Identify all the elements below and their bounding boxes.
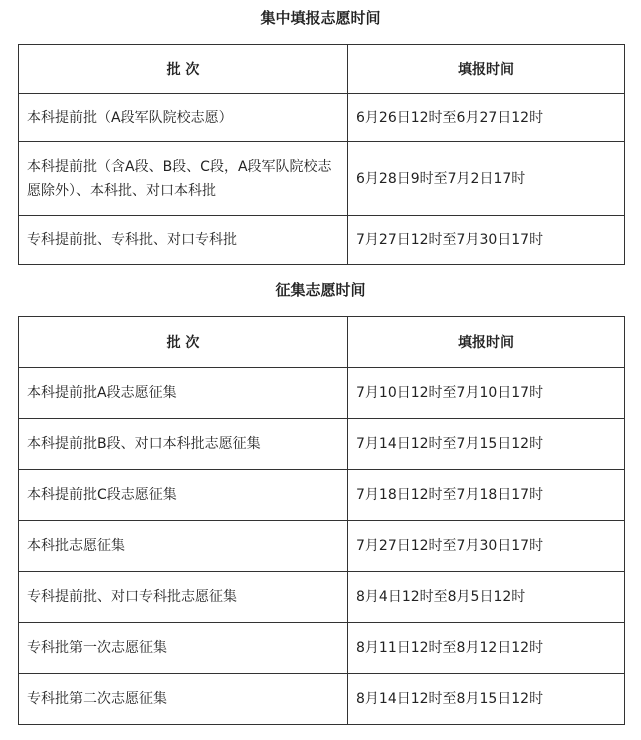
- table-row: [19, 470, 625, 521]
- supplementary-schedule-table: [18, 316, 625, 725]
- time-cell: 7月27日12时至7月30日17时: [348, 521, 625, 572]
- centralized-schedule-table: [18, 44, 625, 265]
- time-cell: 7月10日12时至7月10日17时: [348, 368, 625, 419]
- header-time: 填报时间: [348, 45, 625, 94]
- header-time: 填报时间: [348, 317, 625, 368]
- section-title-supplementary: 征集志愿时间: [275, 281, 366, 299]
- batch-cell: 本科提前批（含A段、B段、C段，A段军队院校志愿除外）、本科批、对口本科批: [19, 142, 348, 216]
- table-row: [19, 142, 625, 216]
- time-cell: 8月11日12时至8月12日12时: [348, 623, 625, 674]
- table-row: [19, 572, 625, 623]
- table-header-row: [19, 317, 625, 368]
- header-batch: 批 次: [19, 317, 348, 368]
- table-row: [19, 368, 625, 419]
- batch-cell: 本科提前批（A段军队院校志愿）: [19, 94, 348, 142]
- table-header-row: [19, 45, 625, 94]
- time-cell: 8月4日12时至8月5日12时: [348, 572, 625, 623]
- time-cell: 6月28日9时至7月2日17时: [348, 142, 625, 216]
- batch-cell: 专科批第二次志愿征集: [19, 674, 348, 725]
- time-cell: 6月26日12时至6月27日12时: [348, 94, 625, 142]
- batch-cell: 专科批第一次志愿征集: [19, 623, 348, 674]
- section-title-centralized: 集中填报志愿时间: [260, 9, 381, 27]
- batch-cell: 专科提前批、专科批、对口专科批: [19, 216, 348, 265]
- table-row: [19, 623, 625, 674]
- table-row: [19, 521, 625, 572]
- time-cell: 7月14日12时至7月15日12时: [348, 419, 625, 470]
- time-cell: 7月27日12时至7月30日17时: [348, 216, 625, 265]
- batch-cell: 本科提前批C段志愿征集: [19, 470, 348, 521]
- table-row: [19, 94, 625, 142]
- time-cell: 8月14日12时至8月15日12时: [348, 674, 625, 725]
- batch-cell: 本科提前批A段志愿征集: [19, 368, 348, 419]
- time-cell: 7月18日12时至7月18日17时: [348, 470, 625, 521]
- batch-cell: 专科提前批、对口专科批志愿征集: [19, 572, 348, 623]
- table-row: [19, 419, 625, 470]
- table-row: [19, 216, 625, 265]
- table-row: [19, 674, 625, 725]
- batch-cell: 本科批志愿征集: [19, 521, 348, 572]
- header-batch: 批 次: [19, 45, 348, 94]
- batch-cell: 本科提前批B段、对口本科批志愿征集: [19, 419, 348, 470]
